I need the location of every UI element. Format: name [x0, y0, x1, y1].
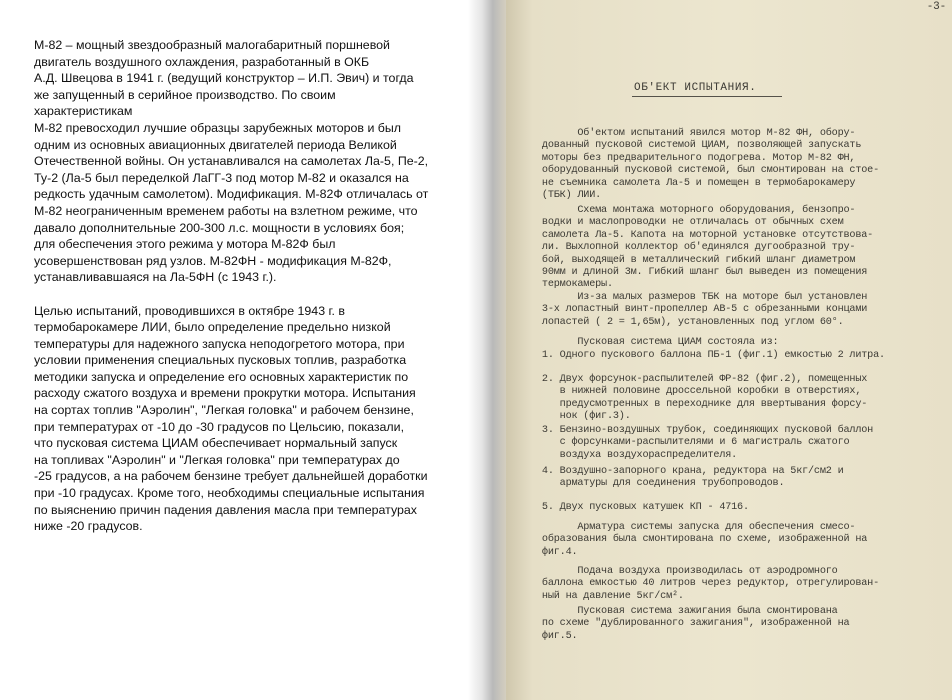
typed-line: в нижней половине дроссельной коробки в отверстиях, [536, 386, 862, 398]
typed-paragraph [536, 292, 952, 329]
typed-line: бой, выходящей в металлический гибкий шланг диаметром [536, 254, 856, 266]
typed-line: моторы без предварительного подогрева. Мотор М-82 ФН, [536, 152, 856, 164]
text-line: Ту-2 (Ла-5 был переделкой ЛаГГ-3 под мотор М-82 и оказался на [34, 170, 409, 185]
typed-line: нок (фиг.3). [536, 411, 631, 423]
typed-line: самолета Ла-5. Капота на моторной установке отсутствова- [536, 229, 874, 241]
paragraph-gap [34, 286, 434, 303]
text-line: ниже -20 градусов. [34, 519, 143, 534]
text-line: для обеспечения этого режима у мотора М-82Ф был [34, 237, 336, 252]
typed-line: предусмотренных в переходнике для ввертывания форсу- [536, 398, 868, 410]
typed-line: с форсунками-распылителями и 6 магистраль сжатого [536, 437, 850, 449]
text-line: методики запуска и определение его основных характеристик по [34, 369, 409, 384]
text-line: М-82 неограниченным временем работы на взлетном режиме, что [34, 203, 418, 218]
text-line: устанавливавшаяся на Ла-5ФН (с 1943 г.). [34, 270, 277, 285]
typed-line: (ТБК) ЛИИ. [536, 190, 602, 202]
text-line: на сортах топлив "Аэролин", "Легкая головка" и рабочем бензине, [34, 403, 414, 418]
text-line: что пусковая система ЦИАМ обеспечивает нормальный запуск [34, 436, 398, 451]
text-line: усовершенствован ряд узлов. М-82ФН - модификация М-82Ф, [34, 253, 392, 268]
text-line: температуры для надежного запуска неподогретого мотора, при [34, 336, 405, 351]
typed-line: Об'ектом испытаний явился мотор М-82 ФН, обору- [536, 128, 856, 139]
typed-paragraph [536, 374, 952, 424]
text-line: Отечественной войны. Он устанавливался на самолетах Ла-5, Пе-2, [34, 154, 429, 169]
typed-line: фиг.4. [536, 546, 578, 558]
text-line: же запущенный в серийное производство. По своим [34, 87, 336, 102]
typed-line: 1. Одного пускового баллона ПБ-1 (фиг.1) емкостью 2 литра. [536, 350, 885, 361]
typed-line: образования была смонтирована по схеме, изображенной на [536, 534, 868, 546]
typed-line: термокамеры. [536, 279, 613, 291]
typed-line: Схема монтажа моторного оборудования, бензопро- [536, 205, 856, 216]
typed-paragraph [536, 502, 952, 514]
typed-line: Подача воздуха производилась от аэродромного [536, 566, 838, 577]
typed-line: оборудованный пусковой системой, был смонтирован на стое- [536, 165, 879, 177]
article-paragraph-2 [34, 303, 434, 535]
text-line: -25 градусов, а на рабочем бензине требует дальнейшей доработки [34, 469, 428, 484]
typed-line: баллона емкостью 40 литров через редуктор, отрегулирован- [536, 578, 879, 590]
typed-line: Из-за малых размеров ТБК на моторе был установлен [536, 292, 868, 303]
text-line: одним из основных авиационных двигателей периода Великой [34, 137, 397, 152]
typed-line: Пусковая система ЦИАМ состояла из: [536, 337, 779, 348]
text-line: характеристикам [34, 104, 133, 119]
text-line: А.Д. Швецова в 1941 г. (ведущий конструктор – И.П. Эвич) и тогда [34, 71, 414, 86]
text-line: расходу сжатого воздуха и времени прокрутки мотора. Испытания [34, 386, 416, 401]
typed-line: 4. Воздушно-запорного крана, редуктора на 5кг/см2 и [536, 466, 844, 477]
text-line: термобарокамере ЛИИ, было определение предельно низкой [34, 320, 391, 335]
typed-paragraph [536, 205, 952, 292]
page-number: -3- [926, 1, 946, 13]
typed-paragraph [536, 466, 952, 491]
article-paragraph-1 [34, 37, 434, 286]
title-underline [632, 96, 782, 97]
text-line: по выяснению причин падения давления масла при температурах [34, 502, 417, 517]
typed-line: ный на давление 5кг/см². [536, 590, 684, 602]
typed-paragraph [536, 425, 952, 462]
typed-line: 5. Двух пусковых катушек КП - 4716. [536, 502, 749, 513]
typed-line: по схеме "дублированного зажигания", изображенной на [536, 618, 850, 630]
text-line: при -10 градусах. Кроме того, необходимы специальные испытания [34, 486, 425, 501]
document-title: ОБ'ЕКТ ИСПЫТАНИЯ. [634, 82, 757, 94]
typed-paragraph [536, 522, 952, 559]
book-gutter-shadow [468, 0, 508, 700]
typed-line: 3-х лопастный винт-пропеллер АВ-5 с обрезанными концами [536, 304, 868, 316]
text-line: М-82 – мощный звездообразный малогабаритный поршневой [34, 38, 390, 52]
typed-line: Пусковая система зажигания была смонтирована [536, 606, 838, 617]
typed-paragraph [536, 337, 952, 349]
text-line: на топливах "Аэролин" и "Легкая головка" при температурах до [34, 452, 400, 467]
text-line: М-82 превосходил лучшие образцы зарубежных моторов и был [34, 120, 402, 135]
text-line: редкость удачным самолетом). Модификация. М-82Ф отличалась от [34, 187, 429, 202]
typed-line: воздуха воздухораспределителя. [536, 449, 738, 461]
text-line: Целью испытаний, проводившихся в октябре 1943 г. в [34, 303, 346, 318]
typed-paragraph [536, 350, 952, 362]
text-line: двигатель воздушного охлаждения, разработанный в ОКБ [34, 54, 370, 69]
typed-line: не съемника самолета Ла-5 и помещен в термобарокамеру [536, 177, 856, 189]
typed-line: 2. Двух форсунок-распылителей ФР-82 (фиг.2), помещенных [536, 374, 868, 385]
typed-paragraph [536, 566, 952, 603]
typed-line: водки и маслопроводки не отличалась от обычных схем [536, 217, 844, 229]
typed-paragraph [536, 128, 952, 202]
typed-line: Арматура системы запуска для обеспечения смесо- [536, 522, 856, 533]
typed-line: 3. Бензино-воздушных трубок, соединяющих пусковой баллон [536, 425, 874, 436]
typed-line: лопастей ( 2 = 1,65м), установленных под углом 60°. [536, 316, 844, 328]
left-article-text [34, 37, 434, 535]
scanned-document-page [506, 0, 952, 700]
typed-line: фиг.5. [536, 630, 578, 642]
typed-line: дованный пусковой системой ЦИАМ, позволяющей запускать [536, 140, 862, 152]
typed-line: ли. Выхлопной коллектор об'единялся дугообразной тру- [536, 242, 856, 254]
text-line: условии применения специальных пусковых топлив, разработка [34, 353, 407, 368]
text-line: давало дополнительные 200-300 л.с. мощности в условиях боя; [34, 220, 405, 235]
text-line: при температурах от -10 до -30 градусов по Цельсию, показали, [34, 419, 405, 434]
typed-line: 90мм и длиной 3м. Гибкий шланг был выведен из помещения [536, 267, 868, 279]
typed-paragraph [536, 606, 952, 643]
typed-line: арматуры для соединения трубопроводов. [536, 478, 785, 490]
